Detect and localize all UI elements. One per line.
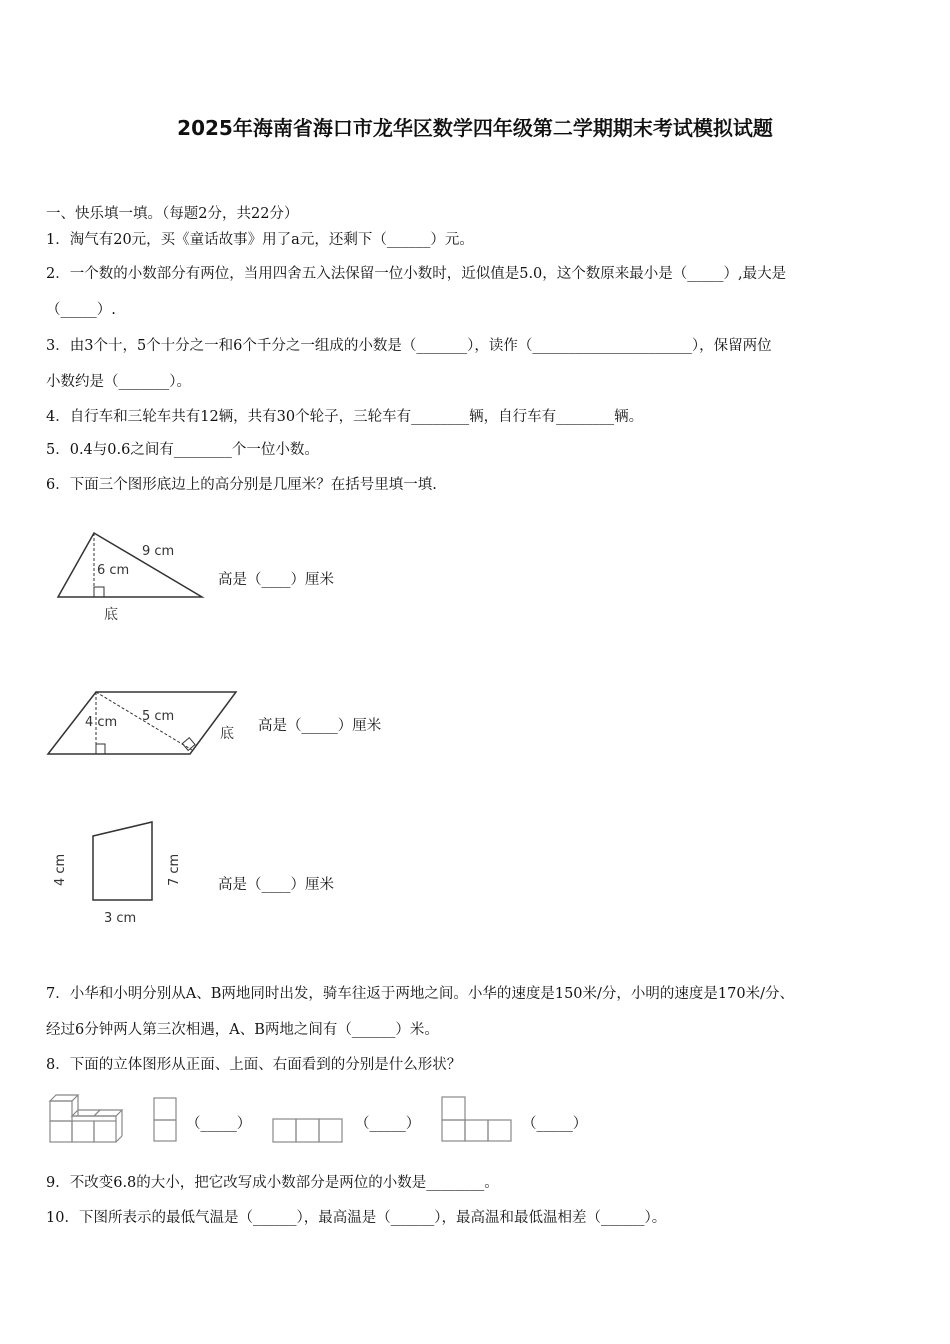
triangle-answer: 高是（____）厘米 xyxy=(218,572,334,588)
section-heading: 一、快乐填一填。（每题2分，共22分） xyxy=(46,206,299,222)
question-7-line2: 经过6分钟两人第三次相遇，A、B两地之间有（______）米。 xyxy=(46,1022,439,1038)
question-2-line1: 2．一个数的小数部分有两位，当用四舍五入法保留一位小数时，近似值是5.0，这个数原来最小是（_____）,最大是 xyxy=(46,266,787,282)
view-side-figure xyxy=(438,1094,516,1146)
parallelogram-height-label: 4 cm xyxy=(85,715,118,730)
triangle-base-label: 底 xyxy=(104,607,118,623)
view-front-figure xyxy=(150,1095,180,1145)
q8-answer-2: （_____） xyxy=(355,1116,421,1132)
question-3-line1: 3．由3个十，5个十分之一和6个千分之一组成的小数是（_______），读作（______________________），保留两位 xyxy=(46,338,772,354)
trapezoid-left-label: 4 cm xyxy=(53,853,68,886)
parallelogram-answer: 高是（_____）厘米 xyxy=(258,718,382,734)
trapezoid-right-label: 7 cm xyxy=(167,853,182,886)
question-8: 8．下面的立体图形从正面、上面、右面看到的分别是什么形状？ xyxy=(46,1057,462,1073)
triangle-side-label: 9 cm xyxy=(142,544,175,559)
question-3-line2: 小数约是（_______）。 xyxy=(46,374,191,390)
q8-answer-3: （_____） xyxy=(522,1116,588,1132)
trapezoid-figure xyxy=(44,814,194,934)
question-4: 4．自行车和三轮车共有12辆，共有30个轮子，三轮车有________辆，自行车有________辆。 xyxy=(46,409,644,425)
question-5: 5．0.4与0.6之间有________个一位小数。 xyxy=(46,442,319,458)
trapezoid-bottom-label: 3 cm xyxy=(104,911,137,926)
question-1: 1．淘气有20元，买《童话故事》用了a元，还剩下（______）元。 xyxy=(46,232,474,248)
view-top-figure xyxy=(270,1115,346,1147)
triangle-height-label: 6 cm xyxy=(97,563,130,578)
cube-solid-figure xyxy=(46,1092,128,1146)
question-2-line2: （_____）. xyxy=(46,302,116,318)
parallelogram-figure xyxy=(44,684,254,764)
question-7-line1: 7．小华和小明分别从A、B两地同时出发，骑车往返于两地之间。小华的速度是150米/分，小明的速度是170米/分、 xyxy=(46,986,794,1002)
page-title: 2025年海南省海口市龙华区数学四年级第二学期期末考试模拟试题 xyxy=(177,116,773,140)
question-10: 10．下图所表示的最低气温是（______），最高温是（______），最高温和最低温相差（______）。 xyxy=(46,1210,667,1226)
triangle-figure xyxy=(50,525,215,630)
parallelogram-side-label: 5 cm xyxy=(142,709,175,724)
question-9: 9．不改变6.8的大小，把它改写成小数部分是两位的小数是________。 xyxy=(46,1175,499,1191)
parallelogram-base-label: 底 xyxy=(220,726,234,742)
trapezoid-answer: 高是（____）厘米 xyxy=(218,877,334,893)
q8-answer-1: （_____） xyxy=(186,1116,252,1132)
question-6: 6．下面三个图形底边上的高分别是几厘米？在括号里填一填. xyxy=(46,477,437,493)
